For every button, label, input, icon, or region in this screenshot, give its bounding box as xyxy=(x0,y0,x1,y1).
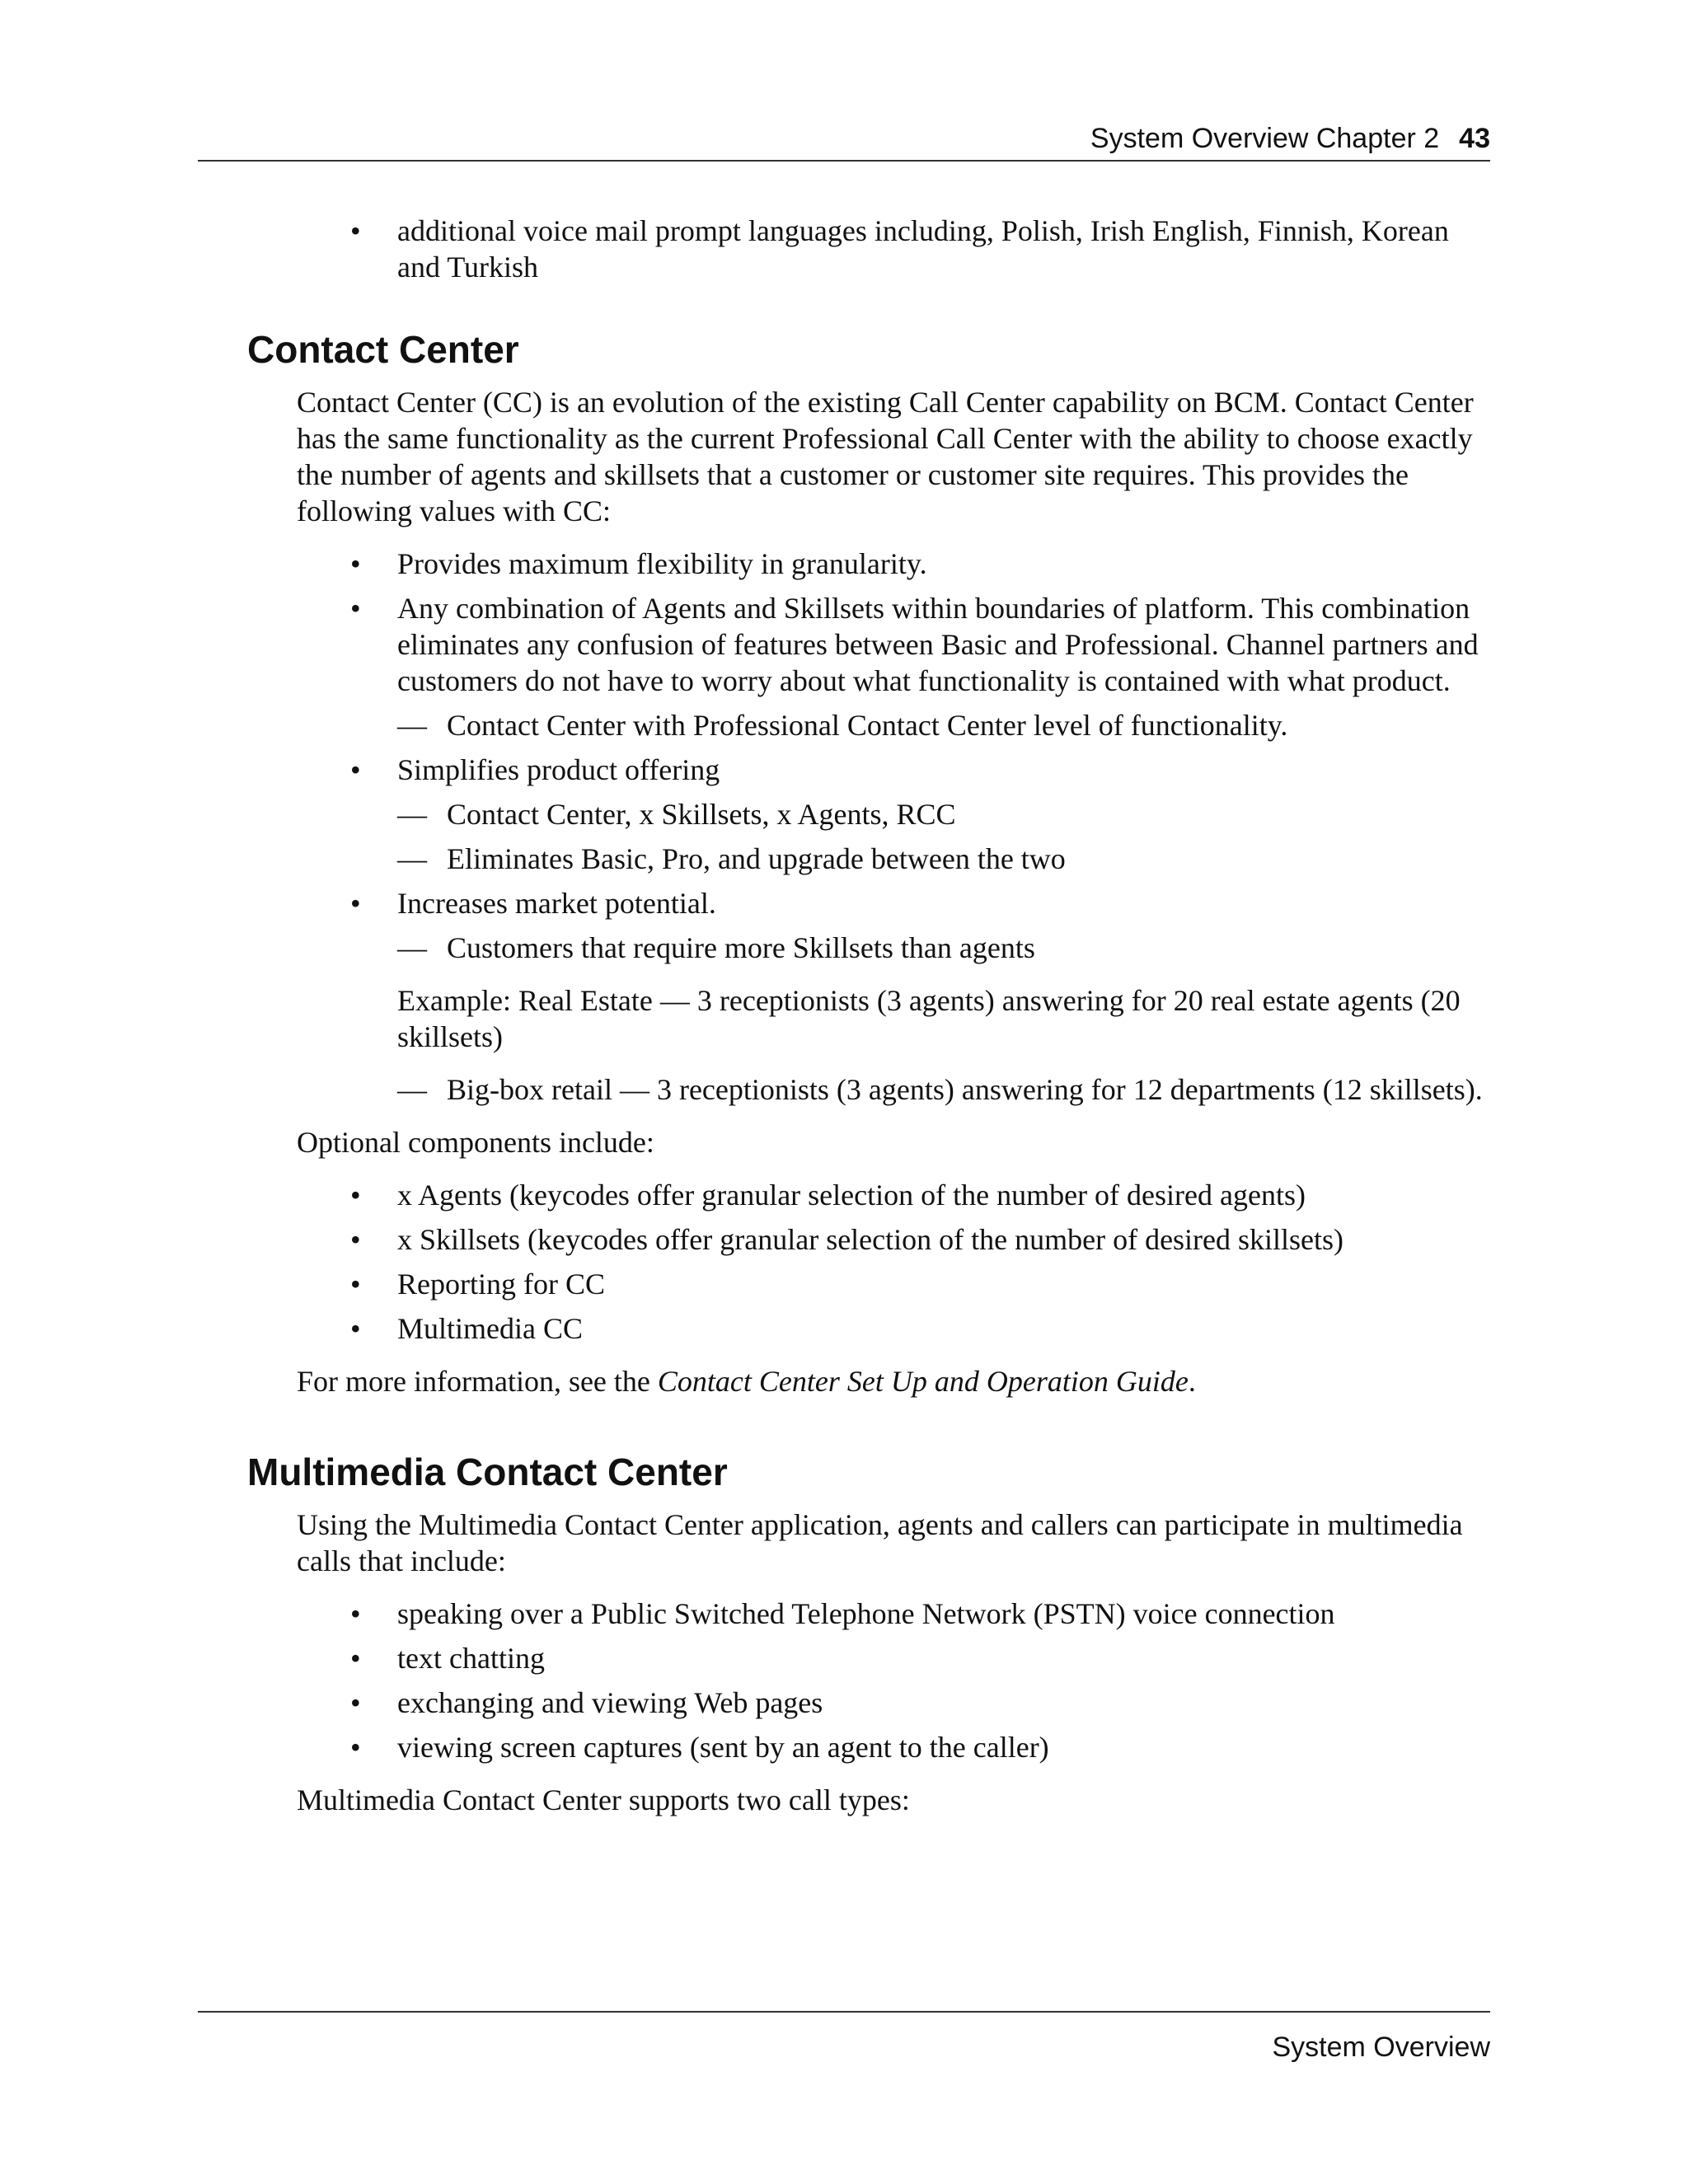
list-item-text: additional voice mail prompt languages including, Polish, Irish English, Finnish, Korean and Turkish xyxy=(397,214,1449,284)
dash-item xyxy=(397,841,1490,877)
bullet-glyph: • xyxy=(350,1268,361,1301)
list-item xyxy=(247,1177,1490,1213)
example-paragraph: Example: Real Estate — 3 receptionists (3 agents) answering for 20 real estate agents (20 skillsets) xyxy=(397,984,1461,1053)
list-item-text: speaking over a Public Switched Telephone Network (PSTN) voice connection xyxy=(397,1597,1335,1630)
dash-glyph: — xyxy=(397,709,427,742)
list-item-text: Reporting for CC xyxy=(397,1268,605,1301)
bullet-glyph: • xyxy=(350,547,361,580)
dash-item-text: Contact Center with Professional Contact Center level of functionality. xyxy=(447,709,1288,742)
bullet-glyph: • xyxy=(350,214,361,247)
dash-item xyxy=(397,707,1490,743)
dash-item xyxy=(397,796,1490,832)
list-item xyxy=(247,1729,1490,1765)
dash-glyph: — xyxy=(397,931,427,964)
more-info-prefix: For more information, see the xyxy=(297,1365,658,1398)
header-title: System Overview Chapter 2 xyxy=(1090,123,1440,154)
contact-center-intro: Contact Center (CC) is an evolution of the existing Call Center capability on BCM. Contact Center has the same functionality as the current Professional Call Center with the ability to choose exactly the number of agents and skillsets that a customer or customer site requires. This provides the following values with CC: xyxy=(297,386,1474,527)
list-item-text: x Agents (keycodes offer granular selection of the number of desired agents) xyxy=(397,1179,1306,1212)
list-item-text: x Skillsets (keycodes offer granular selection of the number of desired skillsets) xyxy=(397,1223,1344,1256)
page-header xyxy=(198,120,1490,162)
list-item xyxy=(247,885,1490,1108)
optional-components-intro: Optional components include: xyxy=(297,1126,654,1159)
list-item xyxy=(247,1266,1490,1302)
dash-item-text: Big-box retail — 3 receptionists (3 agents) answering for 12 departments (12 skillsets). xyxy=(447,1073,1483,1106)
page-number: 43 xyxy=(1459,123,1490,154)
list-item-text: viewing screen captures (sent by an agent to the caller) xyxy=(397,1731,1049,1764)
bullet-glyph: • xyxy=(350,1312,361,1345)
section-heading-multimedia-contact-center: Multimedia Contact Center xyxy=(247,1451,728,1493)
list-item xyxy=(247,1685,1490,1721)
more-info-suffix: . xyxy=(1188,1365,1196,1398)
top-bullet-list xyxy=(247,213,1492,285)
list-item xyxy=(247,1221,1490,1258)
section-heading-contact-center: Contact Center xyxy=(247,328,519,371)
bullet-glyph: • xyxy=(350,1686,361,1719)
list-item-text: Increases market potential. xyxy=(397,887,716,920)
dash-item-text: Customers that require more Skillsets than agents xyxy=(447,931,1035,964)
list-item xyxy=(247,752,1490,877)
list-item-text: exchanging and viewing Web pages xyxy=(397,1686,823,1719)
list-item xyxy=(247,546,1490,582)
multimedia-intro: Using the Multimedia Contact Center application, agents and callers can participate in multimedia calls that include: xyxy=(297,1508,1463,1577)
optional-components-list xyxy=(247,1177,1492,1347)
list-item-text: Multimedia CC xyxy=(397,1312,583,1345)
page-content xyxy=(247,213,1492,1835)
bullet-glyph: • xyxy=(350,1597,361,1630)
dash-item xyxy=(397,930,1490,966)
contact-center-values-list xyxy=(247,546,1492,1108)
list-item-text: Provides maximum flexibility in granularity. xyxy=(397,547,927,580)
list-item xyxy=(247,213,1490,285)
dash-glyph: — xyxy=(397,798,427,831)
bullet-glyph: • xyxy=(350,1642,361,1675)
list-item xyxy=(247,1310,1490,1347)
dash-item xyxy=(397,1071,1490,1108)
page-footer xyxy=(198,2011,1490,2064)
bullet-glyph: • xyxy=(350,1731,361,1764)
bullet-glyph: • xyxy=(350,1179,361,1212)
dash-glyph: — xyxy=(397,1073,427,1106)
list-item xyxy=(247,590,1490,743)
dash-item-text: Contact Center, x Skillsets, x Agents, RCC xyxy=(447,798,956,831)
multimedia-call-list xyxy=(247,1596,1492,1765)
dash-glyph: — xyxy=(397,842,427,875)
dash-item-text: Eliminates Basic, Pro, and upgrade between the two xyxy=(447,842,1066,875)
footer-text: System Overview xyxy=(1272,2032,1490,2063)
bullet-glyph: • xyxy=(350,753,361,786)
list-item xyxy=(247,1596,1490,1632)
more-info-paragraph xyxy=(297,1363,1490,1399)
list-item-text: text chatting xyxy=(397,1642,545,1675)
list-item-text: Simplifies product offering xyxy=(397,753,720,786)
bullet-glyph: • xyxy=(350,592,361,625)
guide-title: Contact Center Set Up and Operation Guide xyxy=(657,1365,1189,1398)
bullet-glyph: • xyxy=(350,887,361,920)
bullet-glyph: • xyxy=(350,1223,361,1256)
multimedia-outro: Multimedia Contact Center supports two call types: xyxy=(297,1783,910,1816)
list-item-text: Any combination of Agents and Skillsets within boundaries of platform. This combination eliminates any confusion of features between Basic and Professional. Channel partners and customers do not have to worry about what functionality is contained with what product. xyxy=(397,592,1479,697)
list-item xyxy=(247,1640,1490,1676)
